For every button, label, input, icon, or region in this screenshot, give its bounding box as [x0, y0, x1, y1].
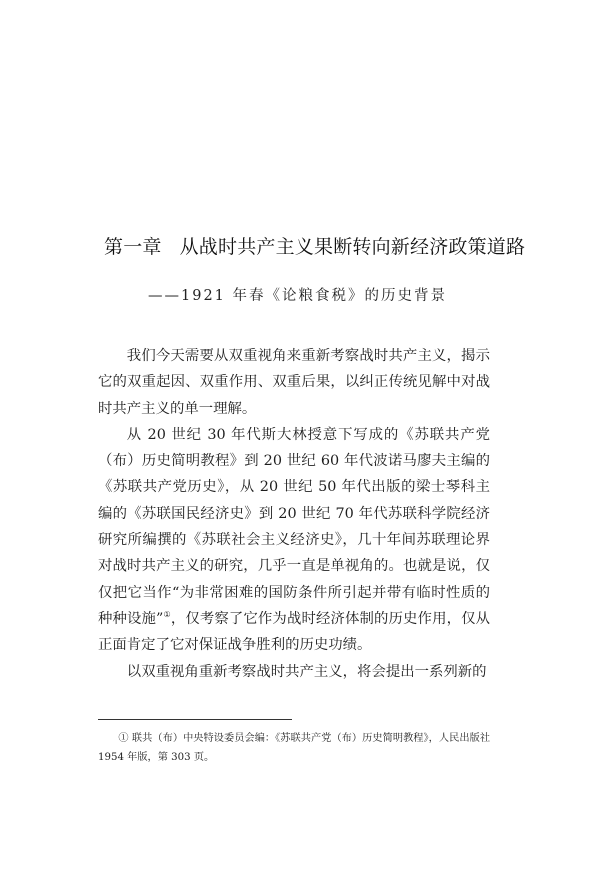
- chapter-subtitle: ——1921 年春《论粮食税》的历史背景: [148, 288, 448, 304]
- paragraph-2-text-after: ，仅考察了它作为战时经济体制的历史作用，仅从正面肯定了它对保证战争胜利的历史功绩。: [98, 610, 491, 654]
- paragraph-2: [98, 422, 490, 659]
- paragraph-2-text-before: 从 20 世纪 30 年代斯大林授意下写成的《苏联共产党（布）历史简明教程》到 20 世纪 60 年代波诺马廖夫主编的《苏联共产党历史》，从 20 世纪 50 年代出版的梁士琴科主编的《苏联国民经济史》到 20 世纪 70 年代苏联科学院经济研究所编撰的《苏联社会主义经济史》，几十年间苏联理论界对战时共产主义的研究，几乎一直是单视角的。也就是说，仅仅把它当作“为非常困难的国防条件所引起并带有临时性质的种种设施”: [98, 426, 490, 627]
- chapter-title-text: 从战时共产主义果断转向新经济政策道路: [179, 236, 526, 258]
- chapter-number: 第一章: [104, 236, 162, 258]
- footnote: [98, 729, 490, 767]
- footnote-mark: ①: [118, 733, 129, 744]
- footnote-reference-mark: ①: [163, 610, 171, 620]
- footnote-text: 联共（布）中央特设委员会编：《苏联共产党（布）历史简明教程》，人民出版社 1954 年版，第 303 页。: [98, 733, 491, 763]
- footnote-divider: [98, 719, 292, 720]
- paragraph-1: 我们今天需要从双重视角来重新考察战时共产主义，揭示它的双重起因、双重作用、双重后果，以纠正传统见解中对战时共产主义的单一理解。: [98, 348, 490, 417]
- chapter-title: [104, 232, 524, 259]
- body-text: [98, 343, 490, 685]
- paragraph-3: 以双重视角重新考察战时共产主义，将会提出一系列新的: [126, 663, 487, 680]
